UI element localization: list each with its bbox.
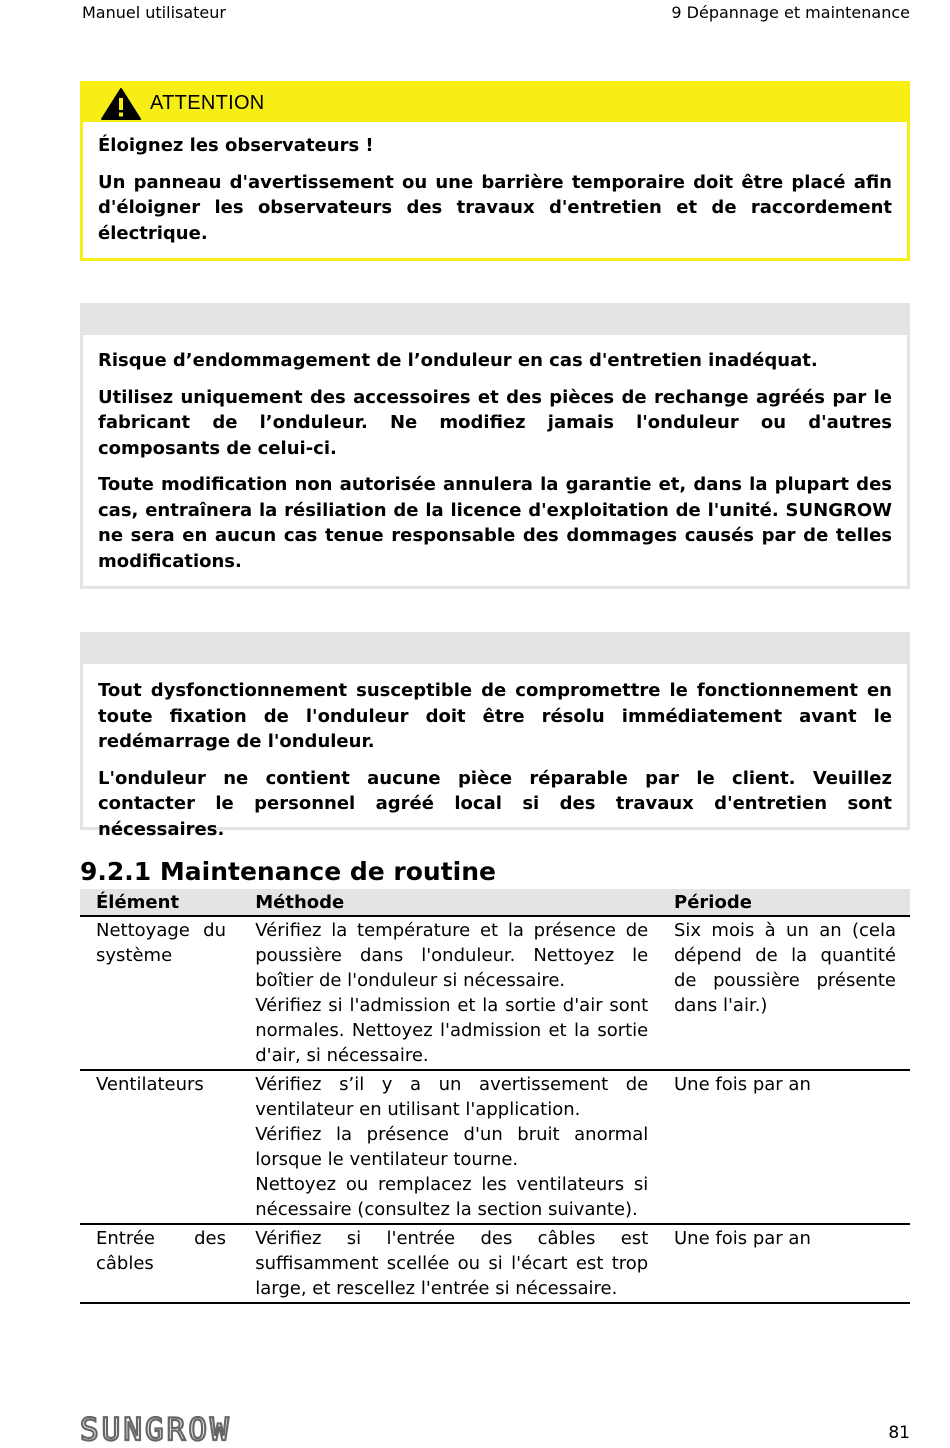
page-number: 81 <box>888 1423 910 1443</box>
method-line: Vérifiez si l'entrée des câbles est suffisamment scellée ou si l'écart est trop large, et rescellez l'entrée si nécessaire. <box>255 1228 649 1299</box>
table-header-row <box>80 889 910 916</box>
notice-bar <box>83 306 907 335</box>
column-header-element: Élément <box>80 889 255 916</box>
table-cell-element: Entrée des câbles <box>80 1224 255 1303</box>
table-row <box>80 1070 910 1224</box>
method-line: Vérifiez la présence d'un bruit anormal lorsque le ventilateur tourne. <box>255 1124 649 1170</box>
notice-box-malfunction <box>80 632 910 840</box>
running-header-left: Manuel utilisateur <box>82 3 226 22</box>
sungrow-logo <box>80 1415 278 1442</box>
column-header-period: Période <box>668 889 910 916</box>
notice-body <box>83 335 907 574</box>
table-cell-period: Six mois à un an (cela dépend de la quantité de poussière présente dans l'air.) <box>668 916 910 1070</box>
running-header-right: 9 Dépannage et maintenance <box>671 3 910 22</box>
attention-bar <box>83 84 907 122</box>
attention-heading: Éloignez les observateurs ! <box>98 135 374 156</box>
maintenance-table <box>80 889 910 1304</box>
attention-title: ATTENTION <box>150 92 265 114</box>
table-cell-method <box>255 1224 668 1303</box>
method-line: Vérifiez si l'admission et la sortie d'air sont normales. Nettoyez l'admission et la sortie d'air, si nécessaire. <box>255 995 649 1066</box>
method-line: Nettoyez ou remplacez les ventilateurs si nécessaire (consultez la section suivante). <box>255 1174 649 1220</box>
column-header-method: Méthode <box>255 889 668 916</box>
notice-box-damage <box>80 303 910 589</box>
notice-paragraph: Utilisez uniquement des accessoires et des pièces de rechange agréés par le fabricant de l’onduleur. Ne modifiez jamais l'onduleur ou d'autres composants de celui-ci. <box>98 386 892 459</box>
table-cell-element: Nettoyage du système <box>80 916 255 1070</box>
attention-body <box>83 122 907 246</box>
notice-paragraph: Toute modification non autorisée annulera la garantie et, dans la plupart des cas, entraînera la résiliation de la licence d'exploitation de l'unité. SUNGROW ne sera en aucun cas tenue responsable des dommages causés par de telles modifications. <box>98 474 892 572</box>
table-cell-element: Ventilateurs <box>80 1070 255 1224</box>
attention-text: Un panneau d'avertissement ou une barrière temporaire doit être placé afin d'éloigner les observateurs des travaux d'entretien et de raccordement électrique. <box>98 171 892 244</box>
attention-box <box>80 81 910 261</box>
table-row <box>80 1224 910 1303</box>
method-line: Vérifiez s’il y a un avertissement de ventilateur en utilisant l'application. <box>255 1074 649 1120</box>
table-cell-method <box>255 1070 668 1224</box>
section-title: 9.2.1 Maintenance de routine <box>80 857 496 886</box>
method-line: Vérifiez la température et la présence de poussière dans l'onduleur. Nettoyez le boîtier de l'onduleur si nécessaire. <box>255 920 649 991</box>
notice-paragraph: Tout dysfonctionnement susceptible de compromettre le fonctionnement en toute fixation de l'onduleur doit être résolu immédiatement avant le redémarrage de l'onduleur. <box>98 680 892 752</box>
notice-bar <box>83 635 907 664</box>
table-row <box>80 916 910 1070</box>
table-cell-period: Une fois par an <box>668 1070 910 1224</box>
logo-text: SUNGROW <box>80 1415 232 1442</box>
warning-triangle-icon <box>100 87 142 121</box>
notice-paragraph: Risque d’endommagement de l’onduleur en cas d'entretien inadéquat. <box>98 350 818 371</box>
table-cell-method <box>255 916 668 1070</box>
notice-body <box>83 664 907 842</box>
notice-paragraph: L'onduleur ne contient aucune pièce réparable par le client. Veuillez contacter le personnel agréé local si des travaux d'entretien sont nécessaires. <box>98 767 892 840</box>
table-cell-period: Une fois par an <box>668 1224 910 1303</box>
